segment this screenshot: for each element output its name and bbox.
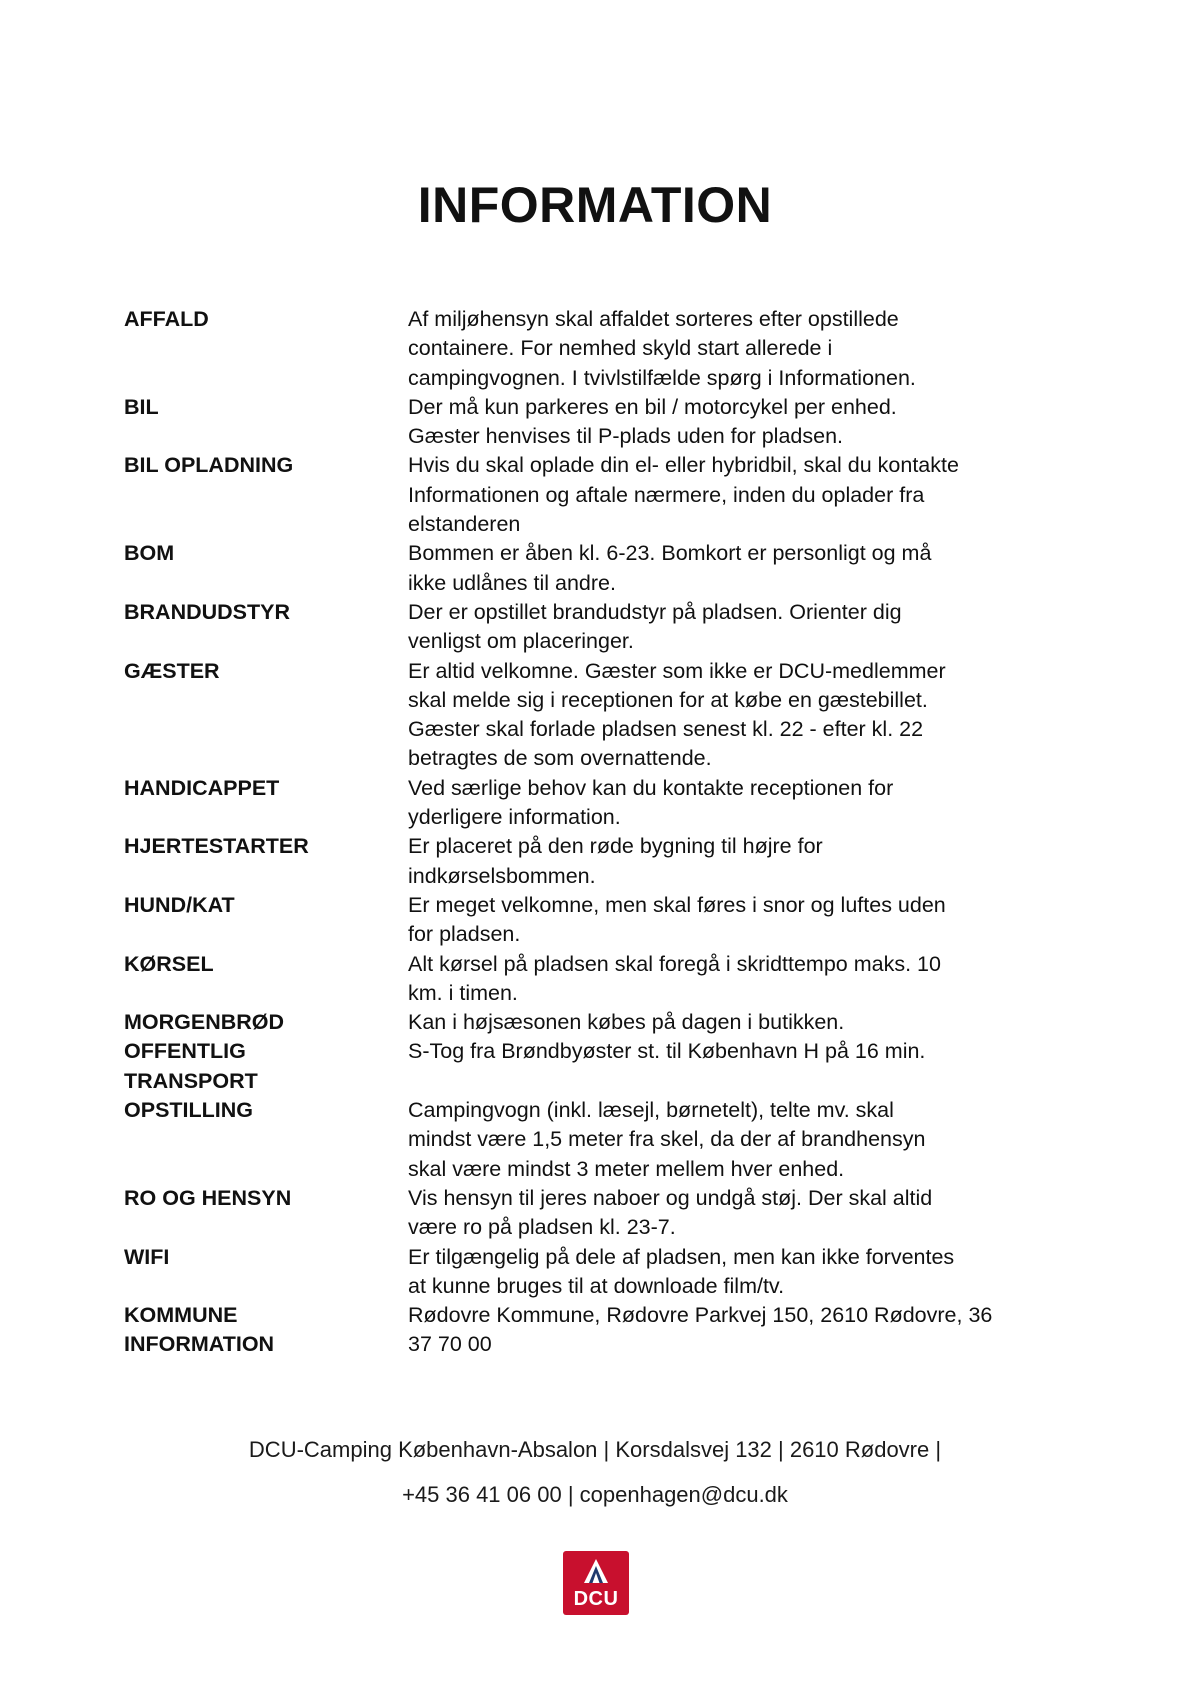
info-row-wifi	[124, 1243, 1084, 1302]
info-row-opstilling	[124, 1096, 1084, 1184]
info-label: GÆSTER	[124, 658, 220, 683]
info-label: AFFALD	[124, 307, 209, 331]
info-label: RO OG HENSYN	[124, 1185, 292, 1210]
info-label: BIL	[124, 394, 159, 419]
info-label: WIFI	[124, 1244, 170, 1269]
info-label: OPSTILLING	[124, 1098, 253, 1123]
tent-icon	[581, 1556, 611, 1586]
info-label: HANDICAPPET	[124, 775, 280, 800]
info-row-affald	[124, 305, 1084, 393]
info-row-kommune-information	[124, 1301, 1084, 1360]
info-label: BOM	[124, 541, 175, 566]
info-text: Der er opstillet brandudstyr på pladsen. Orienter dig venligst om placeringer.	[408, 599, 902, 654]
info-text: Kan i højsæsonen købes på dagen i butikken.	[408, 1010, 845, 1035]
info-row-hund-kat	[124, 891, 1084, 950]
info-text: Vis hensyn til jeres naboer og undgå støj. Der skal altid være ro på pladsen kl. 23-7.	[408, 1185, 933, 1240]
info-row-bil	[124, 393, 1084, 452]
info-label: BIL OPLADNING	[124, 453, 294, 478]
info-row-morgenbrod	[124, 1008, 1084, 1037]
info-text: Er tilgængelig på dele af pladsen, men kan ikke forventes at kunne bruges til at downloade film/tv.	[408, 1244, 955, 1298]
info-list	[124, 305, 1084, 1360]
info-row-offentlig-transport	[124, 1037, 1084, 1096]
page-title: INFORMATION	[417, 177, 773, 233]
info-text: Af miljøhensyn skal affaldet sorteres efter opstillede containere. For nemhed skyld start allerede i campingvognen. I tvivlstilfælde spørg i Informationen.	[408, 307, 916, 390]
info-label: HJERTESTARTER	[124, 834, 309, 859]
footer-address: DCU-Camping København-Absalon | Korsdalsvej 132 | 2610 Rødovre |	[248, 1437, 942, 1462]
info-text: Er placeret på den røde bygning til højre for indkørselsbommen.	[408, 834, 823, 888]
info-row-brandudstyr	[124, 598, 1084, 657]
info-text: Er altid velkomne. Gæster som ikke er DCU-medlemmer skal melde sig i receptionen for at købe en gæstebillet. Gæster skal forlade pladsen senest kl. 22 - efter kl. 22 betragtes de som overnattende.	[408, 658, 946, 771]
info-text: Rødovre Kommune, Rødovre Parkvej 150, 2610 Rødovre, 36 37 70 00	[408, 1303, 993, 1357]
logo-text: DCU	[573, 1588, 619, 1610]
info-text: Bommen er åben kl. 6-23. Bomkort er personligt og må ikke udlånes til andre.	[408, 541, 932, 595]
footer-contact: +45 36 41 06 00 | copenhagen@dcu.dk	[402, 1482, 788, 1507]
dcu-logo	[563, 1551, 629, 1615]
info-label: HUND/KAT	[124, 892, 235, 917]
info-row-handicappet	[124, 774, 1084, 833]
info-label: KØRSEL	[124, 951, 214, 976]
info-label: MORGENBRØD	[124, 1010, 285, 1035]
info-row-ro-og-hensyn	[124, 1184, 1084, 1243]
info-text: S-Tog fra Brøndbyøster st. til København H på 16 min.	[408, 1039, 926, 1064]
info-row-bom	[124, 539, 1084, 598]
info-row-bil-opladning	[124, 451, 1084, 539]
info-label: KOMMUNE INFORMATION	[124, 1303, 275, 1357]
info-row-korsel	[124, 950, 1084, 1009]
info-label: BRANDUDSTYR	[124, 599, 291, 624]
info-text: Hvis du skal oplade din el- eller hybridbil, skal du kontakte Informationen og aftale nærmere, inden du oplader fra elstanderen	[408, 453, 959, 537]
info-row-gaester	[124, 657, 1084, 774]
info-text: Er meget velkomne, men skal føres i snor og luftes uden for pladsen.	[408, 892, 946, 947]
info-text: Alt kørsel på pladsen skal foregå i skridttempo maks. 10 km. i timen.	[408, 951, 941, 1005]
info-text: Der må kun parkeres en bil / motorcykel per enhed. Gæster henvises til P-plads uden for pladsen.	[408, 394, 897, 449]
info-label: OFFENTLIG TRANSPORT	[124, 1039, 258, 1093]
info-text: Campingvogn (inkl. læsejl, børnetelt), telte mv. skal mindst være 1,5 meter fra skel, da der af brandhensyn skal være mindst 3 meter mellem hver enhed.	[408, 1098, 926, 1181]
info-row-hjertestarter	[124, 832, 1084, 891]
info-text: Ved særlige behov kan du kontakte receptionen for yderligere information.	[408, 775, 894, 830]
